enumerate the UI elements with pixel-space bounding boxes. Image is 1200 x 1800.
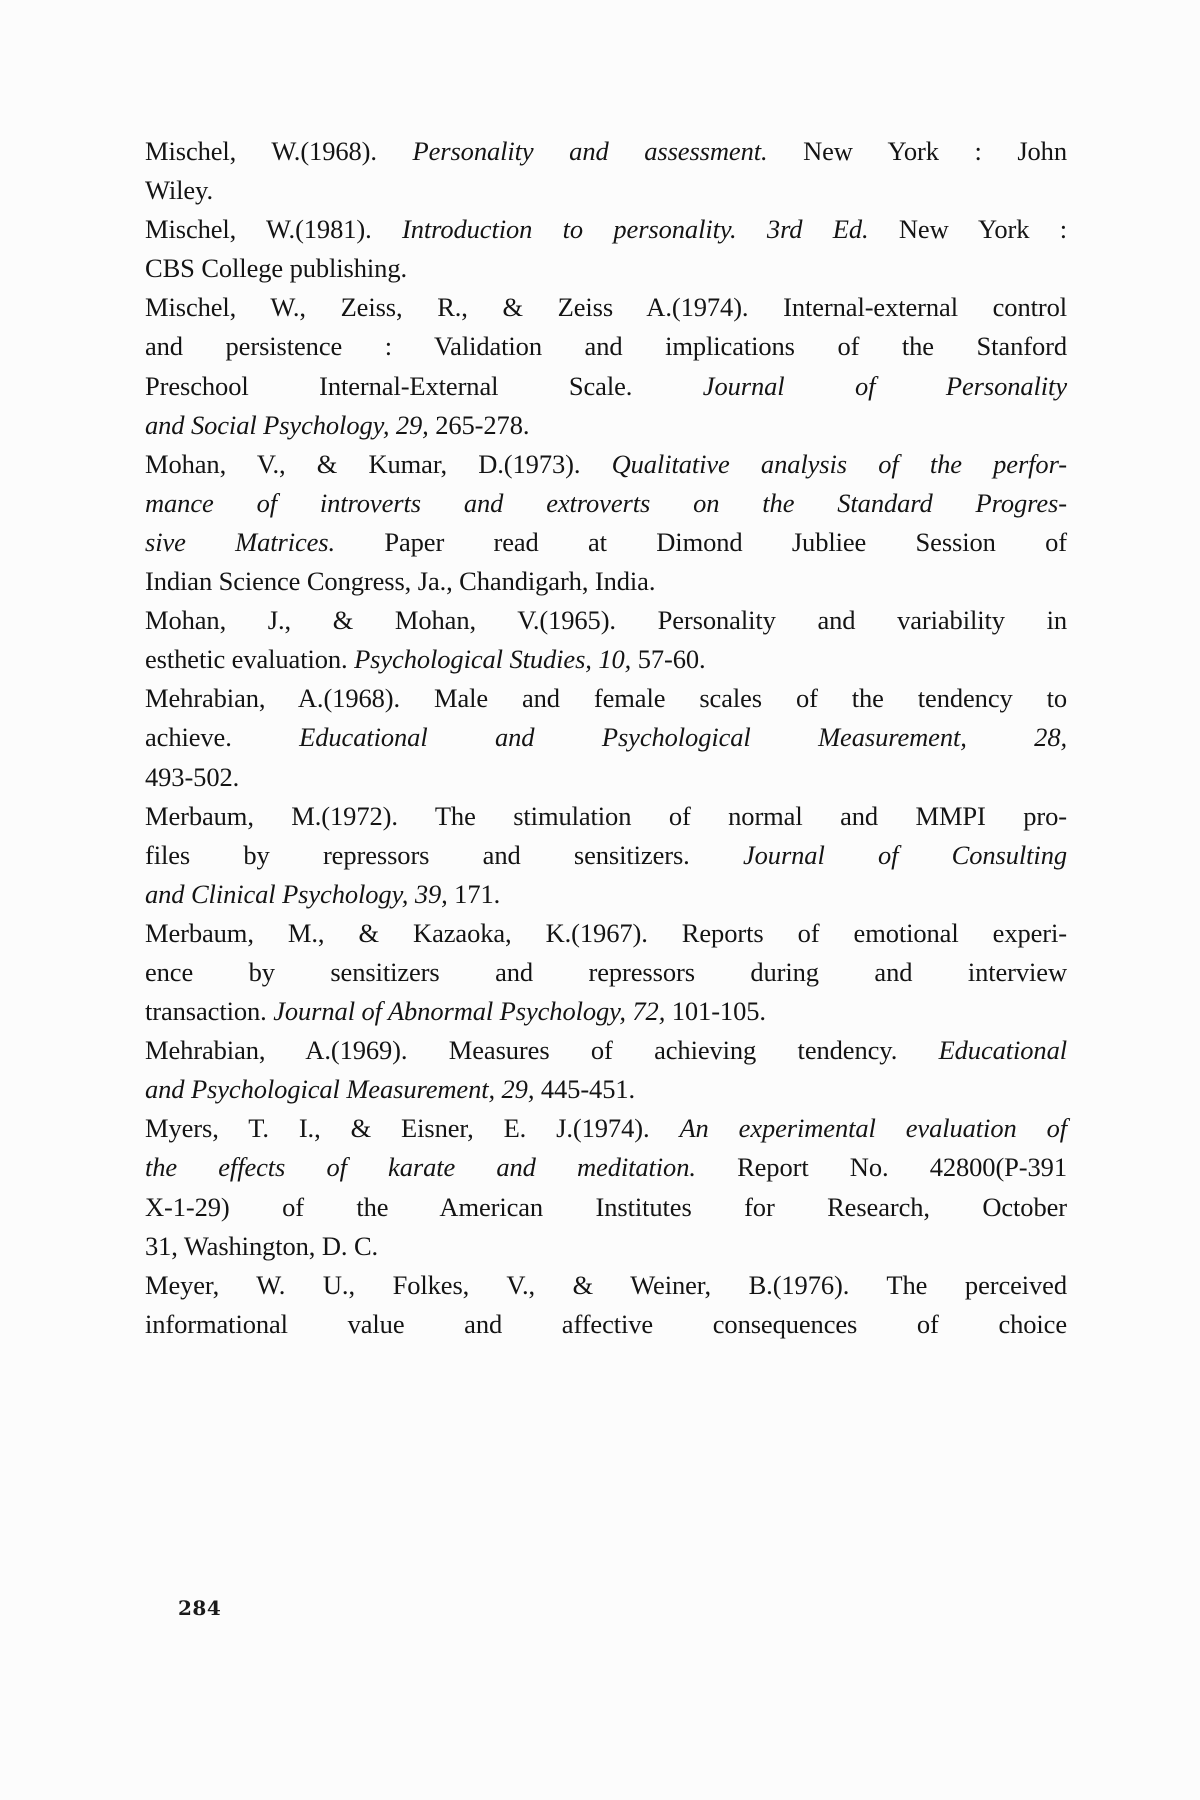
reference-first-line <box>145 288 1067 327</box>
italic-title-text: the effects of karate and meditation. <box>145 1152 696 1183</box>
reference-entry <box>145 132 1067 210</box>
reference-continuation-line <box>145 640 1067 679</box>
italic-title-text: and Social Psychology, 29, <box>145 409 429 440</box>
reference-first-line <box>145 132 1067 171</box>
reference-entry <box>145 1266 1067 1344</box>
reference-entry <box>145 210 1067 288</box>
reference-text: 101-105. <box>665 996 766 1027</box>
reference-text: Mehrabian, A.(1968). Male and female scales of the tendency to <box>145 683 1067 714</box>
reference-text: informational value and affective consequences of choice <box>145 1308 1067 1339</box>
reference-first-line <box>145 1109 1067 1148</box>
reference-continuation-line <box>145 523 1067 562</box>
reference-first-line <box>145 210 1067 249</box>
reference-text: Meyer, W. U., Folkes, V., & Weiner, B.(1976). The perceived <box>145 1269 1067 1300</box>
reference-continuation-line <box>145 875 1067 914</box>
page-number: 284 <box>178 1596 222 1620</box>
reference-entry <box>145 1031 1067 1109</box>
reference-text: Mehrabian, A.(1969). Measures of achieving tendency. <box>145 1035 939 1066</box>
reference-text: 493-502. <box>145 761 240 792</box>
reference-text: achieve. <box>145 722 300 753</box>
italic-title-text: sive Matrices. <box>145 526 336 557</box>
reference-continuation-line <box>145 1070 1067 1109</box>
italic-title-text: and Clinical Psychology, 39, <box>145 878 448 909</box>
italic-title-text: An experimental evaluation of <box>679 1113 1067 1144</box>
reference-continuation-line <box>145 758 1067 797</box>
reference-continuation-line <box>145 406 1067 445</box>
italic-title-text: Journal of Abnormal Psychology, 72, <box>273 996 666 1027</box>
reference-text: Paper read at Dimond Jubliee Session of <box>335 526 1067 557</box>
reference-continuation-line <box>145 562 1067 601</box>
reference-text: New York : John <box>767 136 1067 166</box>
reference-entry <box>145 601 1067 679</box>
reference-text: Mischel, W.(1968). <box>145 136 413 166</box>
reference-text: ence by sensitizers and repressors during and interview <box>145 956 1067 987</box>
reference-continuation-line <box>145 1305 1067 1344</box>
reference-text: Mohan, V., & Kumar, D.(1973). <box>145 448 612 479</box>
italic-title-text: Introduction to personality. 3rd Ed. <box>401 214 869 245</box>
italic-title-text: Psychological Studies, 10, <box>354 644 632 675</box>
reference-first-line <box>145 797 1067 836</box>
reference-text: files by repressors and sensitizers. <box>145 839 743 870</box>
reference-continuation-line <box>145 1227 1067 1266</box>
reference-text: Preschool Internal-External Scale. <box>145 370 703 401</box>
reference-entry <box>145 914 1067 1031</box>
reference-text: Myers, T. I., & Eisner, E. J.(1974). <box>145 1113 680 1144</box>
reference-text: Merbaum, M.(1972). The stimulation of normal and MMPI pro- <box>145 800 1067 831</box>
italic-title-text: Journal of Personality <box>702 370 1067 401</box>
reference-text: 57-60. <box>631 644 706 675</box>
reference-continuation-line <box>145 367 1067 406</box>
italic-title-text: Journal of Consulting <box>742 839 1067 870</box>
reference-text: Wiley. <box>145 175 213 206</box>
italic-title-text: and Psychological Measurement, 29, <box>145 1074 535 1105</box>
reference-text: 171. <box>447 878 501 909</box>
reference-text: 265-278. <box>428 409 530 440</box>
reference-first-line <box>145 1031 1067 1070</box>
reference-text: transaction. <box>145 996 274 1027</box>
reference-continuation-line <box>145 327 1067 366</box>
reference-text: New York : <box>868 214 1067 245</box>
reference-text: Mohan, J., & Mohan, V.(1965). Personality and variability in <box>145 605 1067 636</box>
italic-title-text: Personality and assessment. <box>412 136 768 166</box>
reference-continuation-line <box>145 484 1067 523</box>
italic-title-text: Qualitative analysis of the perfor- <box>611 448 1067 479</box>
reference-list <box>145 132 1067 1344</box>
reference-entry <box>145 288 1067 444</box>
italic-title-text: mance of introverts and extroverts on the Standard Progres- <box>145 487 1067 518</box>
reference-text: and persistence : Validation and implications of the Stanford <box>145 331 1067 362</box>
reference-entry <box>145 679 1067 796</box>
reference-text: Merbaum, M., & Kazaoka, K.(1967). Reports of emotional experi- <box>145 917 1067 948</box>
reference-first-line <box>145 601 1067 640</box>
reference-entry <box>145 797 1067 914</box>
reference-text: Indian Science Congress, Ja., Chandigarh, India. <box>145 566 656 597</box>
reference-continuation-line <box>145 171 1067 210</box>
reference-text: 31, Washington, D. C. <box>145 1230 379 1261</box>
reference-continuation-line <box>145 836 1067 875</box>
reference-first-line <box>145 1266 1067 1305</box>
reference-continuation-line <box>145 1188 1067 1227</box>
reference-text: 445-451. <box>534 1074 636 1105</box>
reference-continuation-line <box>145 992 1067 1031</box>
reference-text: esthetic evaluation. <box>145 644 355 675</box>
reference-entry <box>145 1109 1067 1265</box>
reference-text: Report No. 42800(P-391 <box>695 1152 1067 1183</box>
reference-first-line <box>145 679 1067 718</box>
italic-title-text: Educational and Psychological Measurement, 28, <box>299 722 1067 753</box>
reference-text: Mischel, W.(1981). <box>145 214 402 245</box>
reference-first-line <box>145 445 1067 484</box>
reference-text: X-1-29) of the American Institutes for Research, October <box>145 1191 1067 1222</box>
reference-continuation-line <box>145 718 1067 757</box>
italic-title-text: Educational <box>938 1035 1067 1066</box>
reference-continuation-line <box>145 1148 1067 1187</box>
reference-continuation-line <box>145 953 1067 992</box>
reference-first-line <box>145 914 1067 953</box>
reference-continuation-line <box>145 249 1067 288</box>
reference-entry <box>145 445 1067 601</box>
reference-text: Mischel, W., Zeiss, R., & Zeiss A.(1974). Internal-external control <box>145 292 1067 323</box>
reference-text: CBS College publishing. <box>145 253 407 284</box>
